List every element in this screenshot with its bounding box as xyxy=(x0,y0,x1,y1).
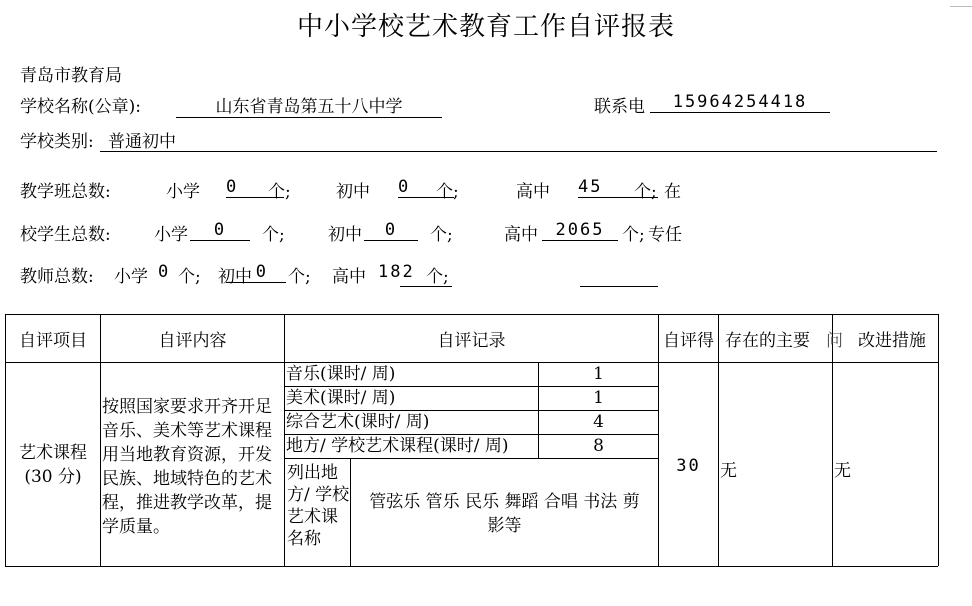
score-value: 30 xyxy=(676,456,701,476)
teachers-junior-unit: 个; xyxy=(288,267,311,287)
header-problems-cont: 问 xyxy=(826,331,843,351)
students-primary-label: 小学 xyxy=(154,225,188,245)
classes-primary-label: 小学 xyxy=(166,182,200,202)
local-course-label: 列出地 方/ 学校 艺术课 名称 xyxy=(287,463,350,549)
header-measures: 改进措施 xyxy=(858,331,926,351)
record-value-local: 8 xyxy=(593,436,604,456)
item-content: 按照国家要求开齐开足 音乐、美术等艺术课程 用当地教育资源，开发 民族、地域特色的艺术 程，推进教学改革，提 学质量。 xyxy=(102,397,272,537)
classes-primary-unit: 个; xyxy=(268,182,291,202)
students-senior-value: 2065 xyxy=(542,220,618,241)
classes-junior-unit: 个; xyxy=(436,182,459,202)
header-problems: 存在的主要 xyxy=(725,331,810,351)
record-label-local: 地方/ 学校艺术课程(课时/ 周) xyxy=(286,436,509,456)
students-junior-label: 初中 xyxy=(328,225,362,245)
school-type-underline xyxy=(100,151,937,152)
school-type-label: 学校类别: xyxy=(20,132,94,152)
header-score: 自评得 xyxy=(663,331,714,351)
contact-label: 联系电 xyxy=(594,97,645,117)
header-item: 自评项目 xyxy=(19,331,87,351)
students-primary-unit: 个; xyxy=(262,225,285,245)
record-value-integrated: 4 xyxy=(593,412,604,432)
measures-value: 无 xyxy=(834,461,851,481)
classes-junior-value: 0 xyxy=(398,177,454,198)
contact-value: 15964254418 xyxy=(650,92,830,113)
teachers-primary-unit: 个; xyxy=(178,267,201,287)
item-name: 艺术课程 (30 分) xyxy=(19,443,87,487)
page-title: 中小学校艺术教育工作自评报表 xyxy=(296,12,675,42)
classes-primary-value: 0 xyxy=(226,177,284,198)
classes-trailing: 在 xyxy=(664,182,681,202)
students-senior-label: 高中 xyxy=(504,225,538,245)
teachers-junior-label: 初中 xyxy=(218,267,252,287)
teachers-senior-label: 高中 xyxy=(332,267,366,287)
students-junior-unit: 个; xyxy=(430,225,453,245)
classes-junior-label: 初中 xyxy=(336,182,370,202)
students-junior-value: 0 xyxy=(364,220,418,241)
students-trailing: 专任 xyxy=(648,225,682,245)
classes-senior-label: 高中 xyxy=(516,182,550,202)
record-label-integrated: 综合艺术(课时/ 周) xyxy=(286,412,430,432)
teachers-primary-label: 小学 xyxy=(114,267,148,287)
students-senior-unit: 个; xyxy=(622,225,645,245)
record-value-art: 1 xyxy=(593,388,604,408)
teachers-label: 教师总数: xyxy=(20,267,94,287)
students-primary-value: 0 xyxy=(190,220,250,241)
problems-value: 无 xyxy=(720,461,737,481)
teachers-primary-value: 0 xyxy=(158,262,171,282)
blank-underline xyxy=(580,286,658,287)
header-content: 自评内容 xyxy=(158,331,227,351)
teachers-senior-unit: 个; xyxy=(426,267,449,287)
record-value-music: 1 xyxy=(593,364,604,384)
record-label-music: 音乐(课时/ 周) xyxy=(286,364,396,384)
record-label-art: 美术(课时/ 周) xyxy=(286,388,396,408)
header-record: 自评记录 xyxy=(437,331,506,351)
classes-senior-unit: 个; xyxy=(634,182,657,202)
classes-label: 教学班总数: xyxy=(20,182,111,202)
school-name-label: 学校名称(公章): xyxy=(20,97,141,117)
local-course-names: 管弦乐 管乐 民乐 舞蹈 合唱 书法 剪 影等 xyxy=(369,492,640,536)
students-label: 校学生总数: xyxy=(20,225,111,245)
school-name-value: 山东省青岛第五十八中学 xyxy=(176,92,442,118)
school-type-value: 普通初中 xyxy=(108,132,176,152)
classes-senior-value: 45 xyxy=(578,177,658,198)
teachers-junior-value: 0 xyxy=(226,262,286,283)
org-name: 青岛市教育局 xyxy=(20,66,122,86)
teachers-senior-value: 182 xyxy=(378,262,415,282)
